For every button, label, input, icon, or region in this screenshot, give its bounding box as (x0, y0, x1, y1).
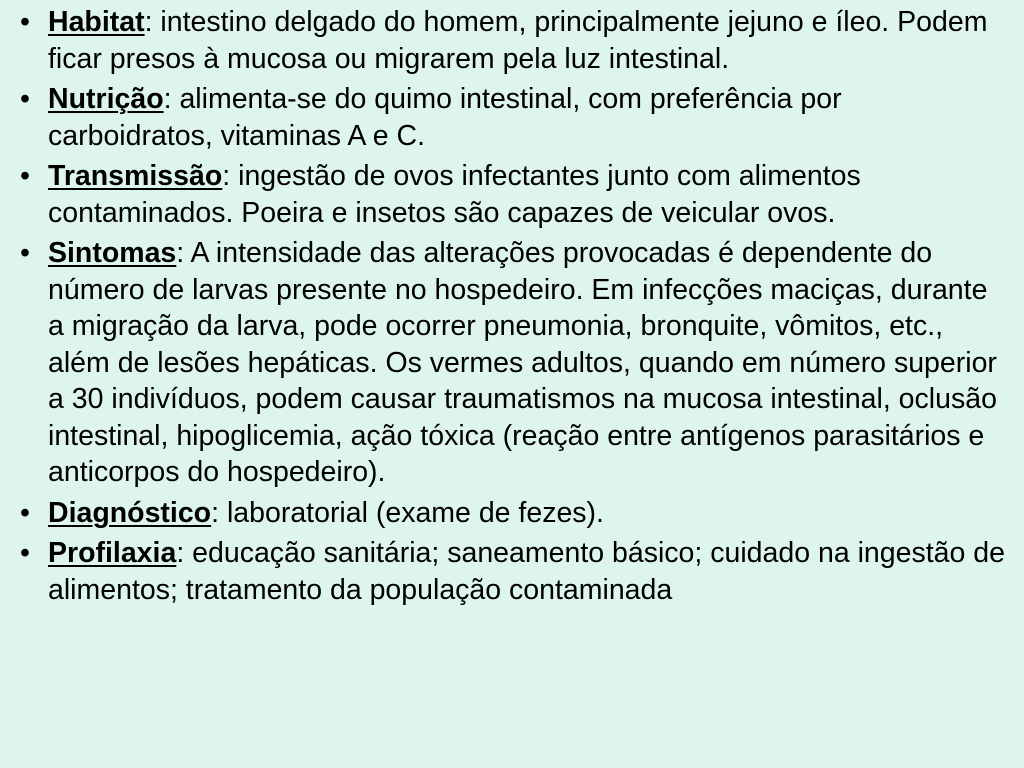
item-description: educação sanitária; saneamento básico; cuidado na ingestão de alimentos; tratamento da população contaminada (48, 537, 1005, 606)
bullet-dot-icon: • (20, 496, 30, 529)
bullet-dot-icon: • (20, 160, 30, 192)
bullet-item-nutricao (18, 81, 1010, 154)
bullet-item-diagnostico (18, 495, 1010, 532)
term-separator: : (176, 537, 185, 569)
bullet-item-transmissao (18, 158, 1010, 231)
term-label: Diagnóstico (48, 496, 212, 529)
term-label: Sintomas (48, 237, 177, 269)
term-label: Profilaxia (48, 537, 177, 569)
term-separator: : (222, 160, 231, 192)
term-label: Nutrição (48, 83, 164, 115)
item-description: A intensidade das alterações provocadas é dependente do número de larvas presente no hospedeiro. Em infecções maciças, durante a migração da larva, pode ocorrer pneumonia, bronquite, vômitos, etc., além de lesões hepáticas. Os vermes adultos, quando em número superior a 30 indivíduos, podem causar traumatismos na mucosa intestinal, oclusão intestinal, hipoglicemia, ação tóxica (reação entre antígenos parasitários e anticorpos do hospedeiro). (48, 237, 997, 488)
item-description: intestino delgado do homem, principalmente jejuno e íleo. Podem ficar presos à mucosa ou migrarem pela luz intestinal. (48, 6, 988, 75)
item-description: ingestão de ovos infectantes junto com alimentos contaminados. Poeira e insetos são capazes de veicular ovos. (48, 160, 861, 229)
term-separator: : (176, 237, 185, 269)
bullet-dot-icon: • (20, 537, 30, 569)
bullet-item-profilaxia (18, 535, 1010, 608)
bullet-item-sintomas (18, 235, 1010, 491)
term-label: Transmissão (48, 160, 223, 192)
bullet-dot-icon: • (20, 83, 30, 115)
item-description: laboratorial (exame de fezes). (219, 496, 604, 529)
term-separator: : (211, 496, 220, 529)
bullet-dot-icon: • (20, 6, 30, 38)
bullet-item-habitat (18, 4, 1010, 77)
bullet-list (18, 4, 1010, 608)
term-separator: : (144, 6, 153, 38)
item-description: alimenta-se do quimo intestinal, com preferência por carboidratos, vitaminas A e C. (48, 83, 842, 152)
term-label: Habitat (48, 6, 145, 38)
bullet-dot-icon: • (20, 237, 30, 269)
term-separator: : (163, 83, 172, 115)
